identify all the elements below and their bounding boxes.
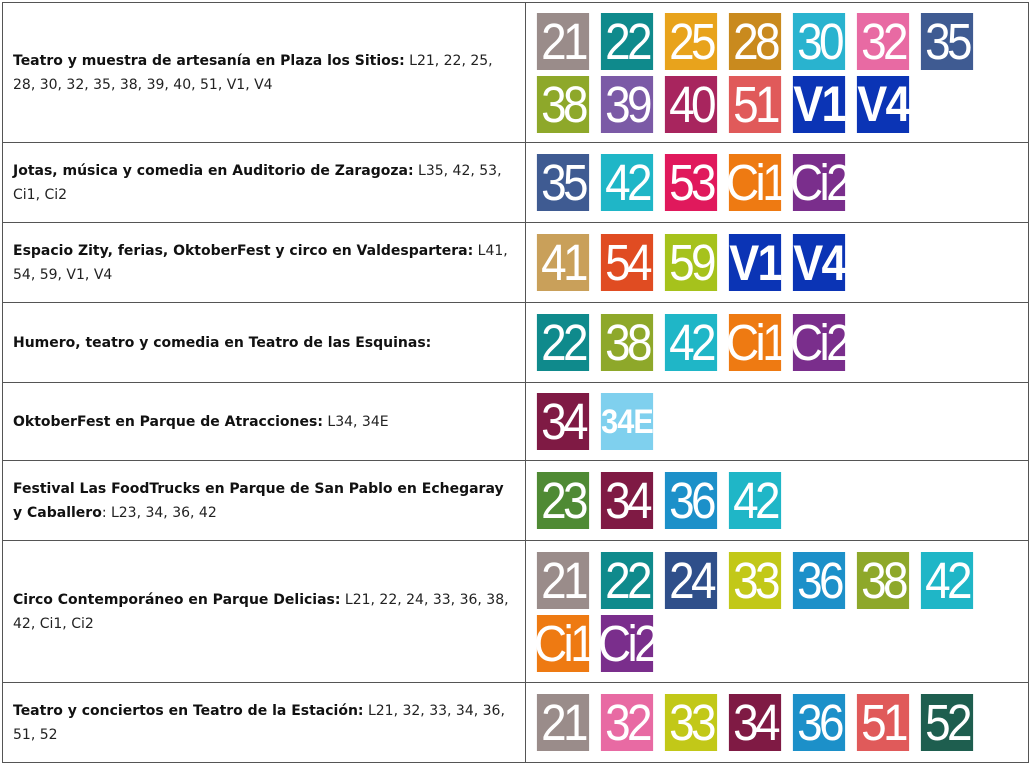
table-row — [3, 143, 1029, 223]
line-badge-21: 21 — [537, 552, 589, 609]
line-badge-22: 22 — [537, 314, 589, 371]
line-badge-ci2: Ci2 — [789, 154, 848, 211]
line-badge-ci1: Ci1 — [725, 154, 784, 211]
line-badge-38: 38 — [857, 552, 909, 609]
line-badge-ci1: Ci1 — [725, 314, 784, 371]
line-badges — [534, 228, 994, 297]
line-badge-v1: V1 — [793, 76, 845, 132]
line-badge-24: 24 — [665, 552, 717, 609]
line-badges — [534, 546, 994, 678]
line-badge-32: 32 — [857, 13, 909, 70]
event-lines-text: L41, 54, 59, V1, V4 — [13, 242, 508, 283]
line-badge-34: 34 — [537, 393, 589, 450]
line-badge-21: 21 — [537, 694, 589, 751]
line-badge-38: 38 — [537, 76, 589, 133]
line-badge-38: 38 — [601, 314, 653, 371]
bus-lines-cell — [525, 143, 1028, 223]
event-lines-text: L34, 34E — [322, 413, 389, 430]
line-badge-ci2: Ci2 — [789, 314, 848, 371]
line-badge-42: 42 — [729, 472, 781, 529]
line-badge-33: 33 — [665, 694, 717, 751]
line-badges — [534, 387, 994, 456]
event-title: Teatro y muestra de artesanía en Plaza los Sitios: — [13, 52, 405, 69]
line-badge-53: 53 — [665, 154, 717, 211]
bus-lines-cell — [525, 541, 1028, 683]
event-title: Espacio Zity, ferias, OktoberFest y circo en Valdespartera: — [13, 242, 474, 259]
event-lines-text: L35, 42, 53, Ci1, Ci2 — [13, 162, 502, 203]
line-badge-v1: V1 — [729, 234, 781, 291]
table-row — [3, 223, 1029, 303]
line-badge-34: 34 — [601, 472, 653, 529]
event-lines-text: L21, 32, 33, 34, 36, 51, 52 — [13, 702, 505, 743]
table-row — [3, 303, 1029, 383]
event-description-cell — [3, 683, 526, 763]
line-badge-22: 22 — [601, 13, 653, 70]
bus-lines-cell — [525, 683, 1028, 763]
line-badge-28: 28 — [729, 13, 781, 70]
line-badge-ci1: Ci1 — [533, 614, 592, 672]
line-badge-30: 30 — [793, 13, 845, 70]
bus-lines-cell — [525, 303, 1028, 383]
line-badge-36: 36 — [793, 694, 845, 751]
table-row — [3, 461, 1029, 541]
bus-lines-cell — [525, 223, 1028, 303]
line-badge-35: 35 — [537, 154, 589, 211]
line-badge-54: 54 — [601, 234, 653, 291]
table-row — [3, 541, 1029, 683]
event-description-cell — [3, 461, 526, 541]
event-description-cell — [3, 223, 526, 303]
bus-lines-table — [2, 2, 1029, 763]
line-badge-39: 39 — [601, 76, 653, 133]
line-badge-34e: 34E — [601, 393, 653, 450]
line-badges — [534, 7, 994, 139]
line-badge-36: 36 — [793, 552, 845, 609]
line-badge-41: 41 — [537, 234, 589, 291]
event-lines-text: L21, 22, 25, 28, 30, 32, 35, 38, 39, 40, 51, V1, V4 — [13, 52, 493, 93]
line-badge-42: 42 — [601, 154, 653, 211]
bus-lines-cell — [525, 461, 1028, 541]
line-badges — [534, 688, 994, 757]
line-badge-v4: V4 — [793, 234, 845, 291]
line-badge-22: 22 — [601, 552, 653, 609]
line-badges — [534, 308, 994, 377]
line-badge-21: 21 — [537, 13, 589, 70]
event-title: Teatro y conciertos en Teatro de la Estación: — [13, 702, 364, 719]
event-description-cell — [3, 383, 526, 461]
line-badge-42: 42 — [921, 552, 973, 609]
bus-lines-cell — [525, 3, 1028, 143]
event-description-cell — [3, 541, 526, 683]
table-row — [3, 683, 1029, 763]
line-badges — [534, 148, 994, 217]
line-badge-52: 52 — [921, 694, 973, 751]
event-description-cell — [3, 303, 526, 383]
line-badge-51: 51 — [729, 76, 781, 133]
bus-lines-cell — [525, 383, 1028, 461]
event-lines-text: : L23, 34, 36, 42 — [101, 504, 217, 521]
line-badge-51: 51 — [857, 694, 909, 751]
line-badge-42: 42 — [665, 314, 717, 371]
event-title: Festival Las FoodTrucks en Parque de San Pablo en Echegaray y Caballero — [13, 480, 504, 521]
table-body — [3, 3, 1029, 763]
line-badge-40: 40 — [665, 76, 717, 133]
line-badge-35: 35 — [921, 13, 973, 70]
event-title: Humero, teatro y comedia en Teatro de las Esquinas: — [13, 334, 432, 351]
line-badge-33: 33 — [729, 552, 781, 609]
line-badges — [534, 466, 994, 535]
table-row — [3, 383, 1029, 461]
line-badge-36: 36 — [665, 472, 717, 529]
line-badge-34: 34 — [729, 694, 781, 751]
line-badge-23: 23 — [537, 472, 589, 529]
event-title: Circo Contemporáneo en Parque Delicias: — [13, 591, 341, 608]
line-badge-32: 32 — [601, 694, 653, 751]
line-badge-v4: V4 — [857, 76, 909, 132]
event-lines-text: L21, 22, 24, 33, 36, 38, 42, Ci1, Ci2 — [13, 591, 509, 632]
line-badge-ci2: Ci2 — [597, 614, 656, 672]
table-row — [3, 3, 1029, 143]
event-description-cell — [3, 143, 526, 223]
line-badge-59: 59 — [665, 234, 717, 291]
event-title: Jotas, música y comedia en Auditorio de Zaragoza: — [13, 162, 414, 179]
line-badge-25: 25 — [665, 13, 717, 70]
event-description-cell — [3, 3, 526, 143]
event-title: OktoberFest en Parque de Atracciones: — [13, 413, 323, 430]
